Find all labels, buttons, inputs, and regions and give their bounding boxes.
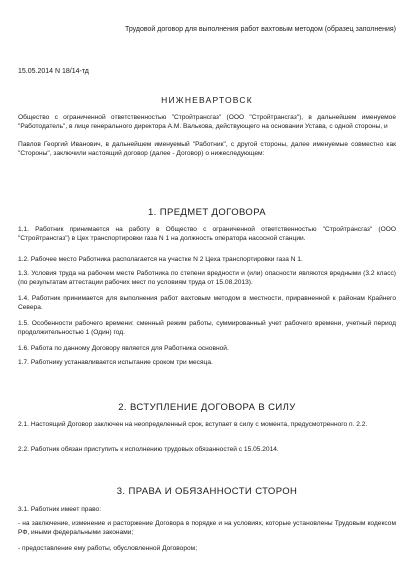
- clause-1-2: 1.2. Рабочее место Работника располагается на участке N 2 Цеха транспортировки газа N 1.: [18, 256, 303, 263]
- section-title-2: 2. ВСТУПЛЕНИЕ ДОГОВОРА В СИЛУ: [118, 402, 296, 413]
- clause-1-5: 1.5. Особенности рабочего времени: сменный режим работы, суммированный учет рабочего времени, учетный период продолжительностью 1 (Один) год.: [18, 320, 396, 336]
- clause-3-1-item-2: - предоставление ему работы, обусловленной Договором;: [18, 545, 198, 552]
- document-city: НИЖНЕВАРТОВСК: [161, 95, 253, 105]
- clause-1-6: 1.6. Работа по данному Договору является для Работника основной.: [18, 345, 229, 352]
- intro-paragraph-2: Павлов Георгий Иванович, в дальнейшем именуемый "Работник", с другой стороны, далее именуемые совместно как "Стороны", заключили настоящий договор (далее - Договор) о нижеследующем:: [18, 141, 396, 157]
- clause-1-3: 1.3. Условия труда на рабочем месте Работника по степени вредности и (или) опасности являются вредными (3.2 класс) (по результатам аттестации рабочих мест по условиям труда от 15.08.2013).: [18, 270, 396, 286]
- clause-3-1: 3.1. Работник имеет право:: [18, 506, 102, 513]
- document-number-date: 15.05.2014 N 18/14-тд: [18, 68, 89, 75]
- document-header: Трудовой договор для выполнения работ вахтовым методом (образец заполнения): [124, 26, 396, 33]
- intro-paragraph-1: Общество с ограниченной ответственностью "Стройтрансгаз" (ООО "Стройтрансгаз"), в дальнейшем именуемое "Работодатель", в лице генерального директора А.М. Валькова, действующего на основании Устава, с одной стороны, и: [18, 114, 396, 130]
- clause-1-7: 1.7. Работнику устанавливается испытание сроком три месяца.: [18, 359, 213, 366]
- clause-1-1: 1.1. Работник принимается на работу в Общество с ограниченной ответственностью "Стройтрансгаз" (ООО "Стройтрансгаз") в Цех транспортировки газа N 1 на должность оператора насосной станции.: [18, 226, 396, 242]
- clause-2-2: 2.2. Работник обязан приступить к исполнению трудовых обязанностей с 15.05.2014.: [18, 446, 279, 453]
- clause-1-4: 1.4. Работник принимается для выполнения работ вахтовым методом в местности, приравненной к районам Крайнего Севера.: [18, 295, 396, 311]
- clause-3-1-item-1: - на заключение, изменение и расторжение Договора в порядке и на условиях, которые установлены Трудовым кодексом РФ, иными федеральными законами;: [18, 520, 396, 536]
- section-title-1: 1. ПРЕДМЕТ ДОГОВОРА: [147, 207, 267, 218]
- section-title-3: 3. ПРАВА И ОБЯЗАННОСТИ СТОРОН: [116, 486, 298, 497]
- clause-2-1: 2.1. Настоящий Договор заключен на неопределенный срок, вступает в силу с момента, предусмотренного п. 2.2.: [18, 421, 368, 428]
